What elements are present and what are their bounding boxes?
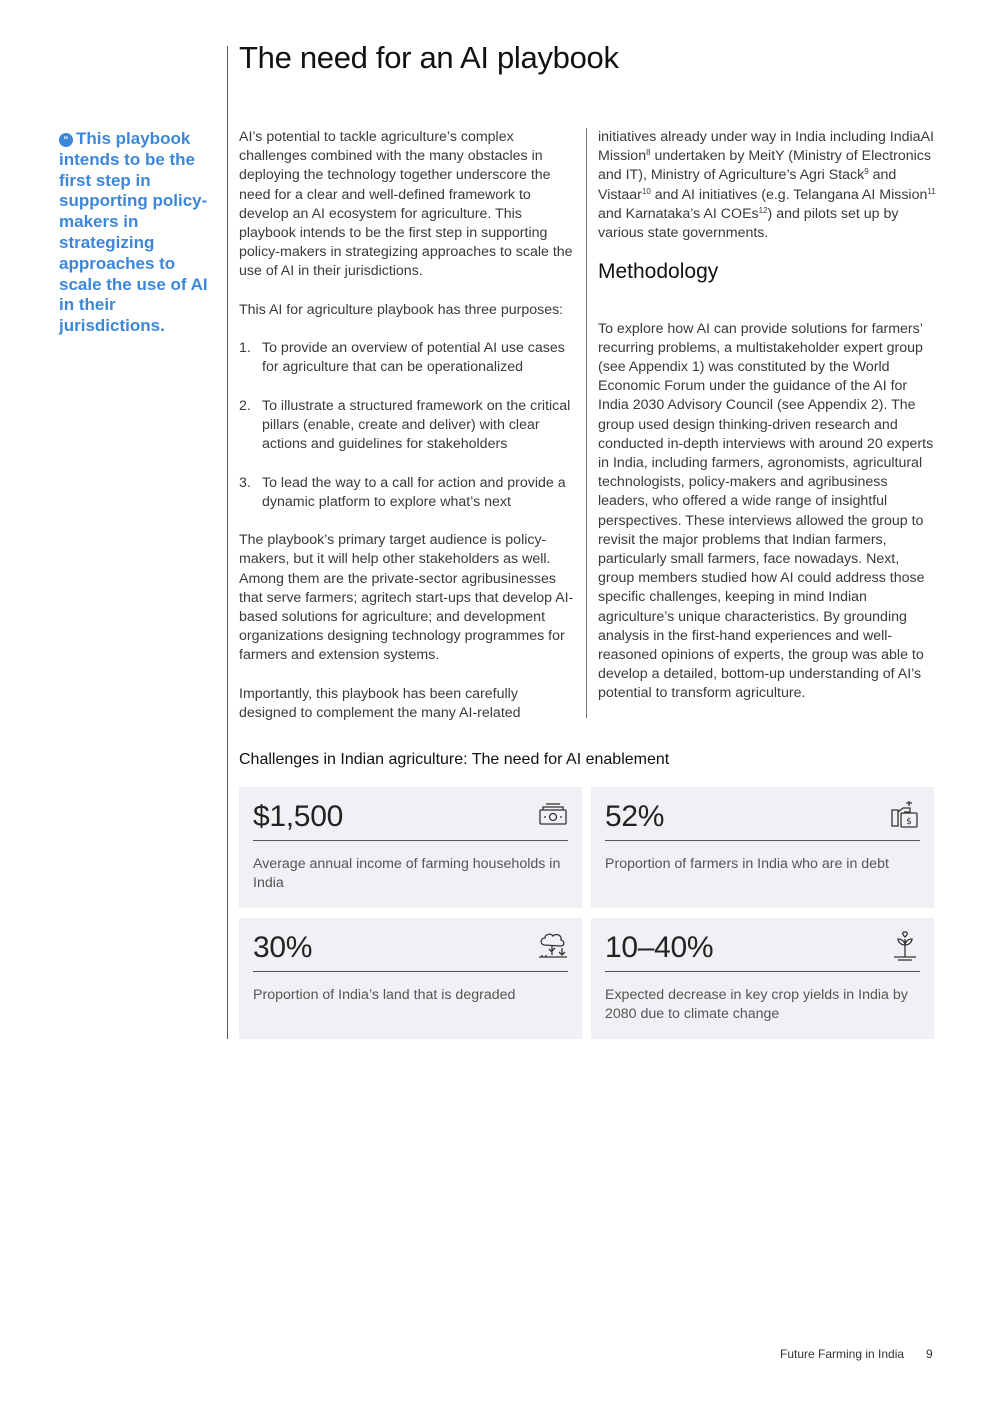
list-text: To illustrate a structured framework on the critical pillars (enable, create and deliver) with clear actions and guidelines for stakeholders [262, 397, 571, 453]
stat-description: Proportion of farmers in India who are in debt [605, 856, 889, 872]
text-run: and AI initiatives (e.g. Telangana AI Mission [650, 186, 928, 203]
debt-hand-icon [890, 800, 920, 830]
list-number: 3. [239, 474, 251, 491]
stats-title: Challenges in Indian agriculture: The need for AI enablement [239, 751, 670, 768]
paragraph: The playbook’s primary target audience is policy-makers, but it will help other stakeholders as well. Among them are the private-sector agribusinesses that serve farmers; agritech start-ups that develop AI-based solutions for agriculture; and development organizations designing technology programmes for farmers and extension systems. [239, 532, 574, 664]
purposes-list [239, 339, 575, 512]
footnote-ref[interactable]: 12 [758, 205, 768, 215]
list-item [239, 339, 575, 377]
stat-rule [605, 840, 920, 841]
footer-label: Future Farming in India [780, 1347, 905, 1361]
stat-value: 30% [253, 931, 313, 964]
stat-rule [253, 971, 568, 972]
paragraph: Importantly, this playbook has been carefully designed to complement the many AI-related [239, 685, 521, 721]
stat-value: $1,500 [253, 800, 343, 833]
list-number: 2. [239, 397, 251, 414]
stat-rule [605, 971, 920, 972]
pull-quote [59, 129, 209, 337]
pull-quote-text: This playbook intends to be the first step in supporting policy-makers in strategizing approaches to scale the use of AI in their jurisdictions. [59, 129, 208, 336]
body-column-right [598, 128, 938, 723]
paragraph: AI’s potential to tackle agriculture’s complex challenges combined with the many obstacles in deploying the technology together underscore the need for a clear and well-defined framework to develop an AI ecosystem for agriculture. This playbook intends to be the first step in supporting policy-makers in strategizing approaches to scale the use of AI in their jurisdictions. [239, 129, 573, 280]
list-item [239, 474, 575, 512]
text-run: initiatives already under way in India including IndiaAI Mission [598, 129, 934, 165]
section-heading: Methodology [598, 260, 719, 284]
money-icon [538, 800, 568, 830]
stat-card [239, 918, 582, 1039]
paragraph [598, 128, 938, 243]
stat-card [591, 918, 934, 1039]
column-rule [586, 128, 587, 718]
text-run: ) and pilots set up by various state governments. [598, 205, 899, 242]
text-run: and Vistaar [598, 167, 897, 203]
paragraph: To explore how AI can provide solutions for farmers’ recurring problems, a multistakeholder expert group (see Appendix 1) was constituted by the World Economic Forum under the guidance of the AI for India 2030 Advisory Council (see Appendix 2). The group used design thinking-driven research and conducted in-depth interviews with around 20 experts in India, including farmers, agronomists, agricultural technologists, policy-makers and agribusiness leaders, who offered a wide range of insightful perspectives. These interviews allowed the group to revisit the major problems that Indian farmers, particularly small farmers, face nowadays. Next, group members studied how AI could address those specific challenges, keeping in mind Indian agriculture’s unique characteristics. By grounding analysis in the first-hand experiences and well-reasoned opinions of experts, the group was able to develop a detailed, bottom-up understanding of AI’s potential to transform agriculture. [598, 320, 934, 702]
text-run: and Karnataka’s AI COEs [598, 205, 759, 222]
list-number: 1. [239, 340, 251, 357]
footnote-ref[interactable]: 11 [927, 186, 936, 196]
svg-text:$: $ [906, 817, 912, 827]
quote-icon: “ [59, 133, 73, 147]
stat-description: Proportion of India’s land that is degraded [253, 987, 516, 1003]
stat-description: Average annual income of farming households in India [253, 856, 561, 892]
stat-value: 10–40% [605, 931, 714, 964]
stat-value: 52% [605, 800, 665, 833]
text-run: undertaken by MeitY (Ministry of Electronics and IT), Ministry of Agriculture’s Agri Stack [598, 148, 931, 184]
stat-card [591, 787, 934, 908]
stat-card [239, 787, 582, 908]
page-number: 9 [926, 1347, 933, 1361]
degraded-land-icon [538, 931, 568, 961]
list-text: To provide an overview of potential AI use cases for agriculture that can be operationalized [262, 340, 565, 376]
stat-rule [253, 840, 568, 841]
paragraph: This AI for agriculture playbook has three purposes: [239, 301, 564, 318]
footnote-ref[interactable]: 8 [646, 148, 651, 158]
stat-description: Expected decrease in key crop yields in India by 2080 due to climate change [605, 987, 908, 1023]
body-column-left [239, 128, 575, 742]
page-title: The need for an AI playbook [239, 40, 619, 75]
footnote-ref[interactable]: 9 [864, 167, 869, 177]
list-item [239, 397, 575, 455]
footnote-ref[interactable]: 10 [641, 186, 651, 196]
sprout-icon [890, 931, 920, 961]
list-text: To lead the way to a call for action and provide a dynamic platform to explore what’s next [262, 474, 566, 510]
margin-rule [227, 46, 228, 1039]
